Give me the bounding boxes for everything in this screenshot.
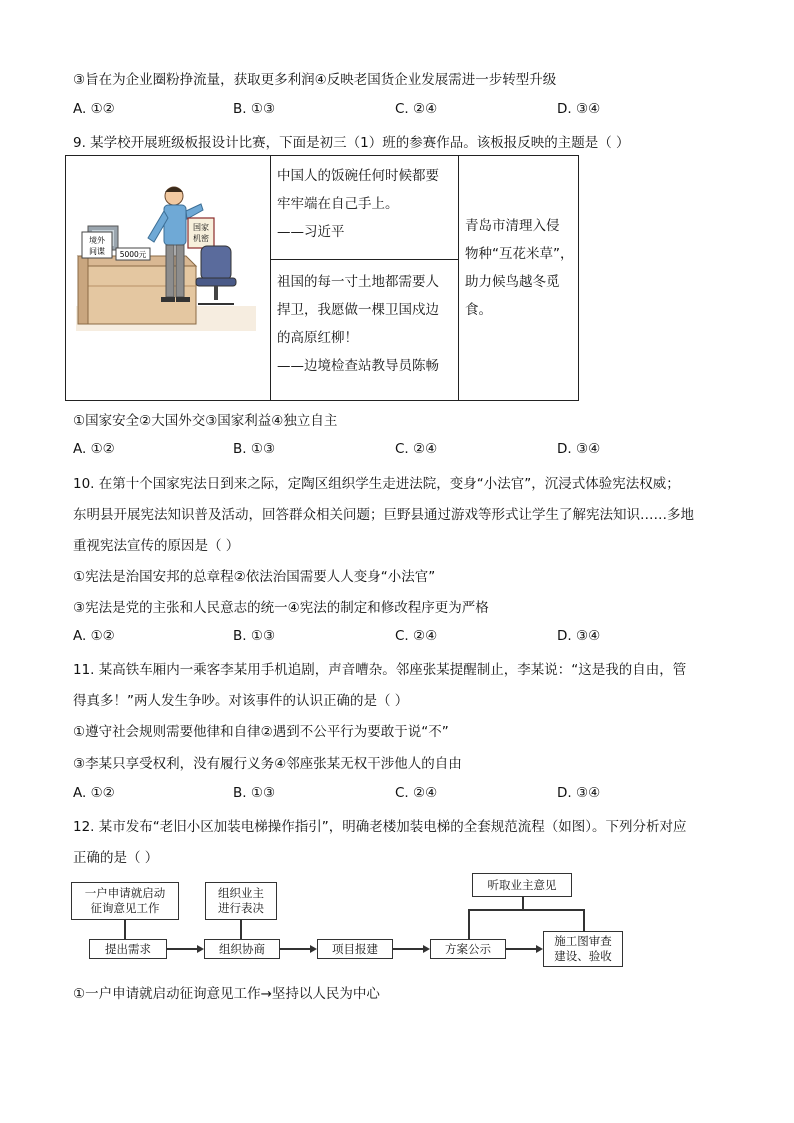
connector-line [240,920,242,939]
flow-step-3 [317,939,393,959]
quote-bottom-line: 祖国的每一寸土地都需要人 [277,274,439,290]
q10-option-a[interactable]: A. ①② [73,628,115,644]
q9-options [73,441,713,461]
arrow-line [167,948,197,950]
quote-bottom-line: 的高原红柳！ [277,330,358,346]
q9-option-b[interactable]: B. ①③ [233,441,276,457]
q9-choices: ①国家安全②大国外交③国家利益④独立自主 [73,413,338,429]
flow-step-2-text: 组织协商 [219,941,265,956]
arrow-head-icon [423,945,430,953]
quote-top-line: 牢牢端在自己手上。 [277,196,399,212]
news-line: 物种“互花米草”， [465,246,574,262]
q9-option-c[interactable]: C. ②④ [395,441,438,457]
q11-stem-line1: 11. 某高铁车厢内一乘客李某用手机追剧，声音嘈杂。邻座张某提醒制止，李某说：“这是我的自由，管 [73,662,687,678]
spy-label-line2: 间谍 [89,247,105,256]
secret-label-line2: 机密 [193,234,209,243]
news-line: 青岛市清理入侵 [465,218,560,234]
news-line: 助力候鸟越冬觅 [465,274,560,290]
quote-bottom-author: ——边境检查站教导员陈畅 [277,358,439,374]
arrow-head-icon [197,945,204,953]
q11-option-a[interactable]: A. ①② [73,785,115,801]
arrow-line [280,948,310,950]
connector-line [522,897,524,909]
q8-option-b[interactable]: B. ①③ [233,101,276,117]
arrow-head-icon [310,945,317,953]
q11-choice-line2: ③李某只享受权利，没有履行义务④邻座张某无权干涉他人的自由 [73,756,462,772]
secret-label-line1: 国家 [193,223,209,232]
flow-step-4-text: 方案公示 [445,941,491,956]
flow-step-5-line2: 建设、验收 [554,949,612,963]
flow-box-vote [205,882,277,920]
q9-board-table [65,155,579,401]
q10-option-d[interactable]: D. ③④ [557,628,601,644]
q10-stem-line1: 10. 在第十个国家宪法日到来之际，定陶区组织学生走进法院，变身“小法官”，沉浸式体验宪法权威； [73,476,680,492]
connector-line [124,920,126,939]
flow-step-3-text: 项目报建 [332,941,378,956]
q11-option-d[interactable]: D. ③④ [557,785,601,801]
flow-box-listen [472,873,572,897]
q9-option-a[interactable]: A. ①② [73,441,115,457]
q11-options [73,785,713,805]
flow-box-apply-line2: 征询意见工作 [90,901,160,915]
flow-step-5 [543,931,623,967]
q9-quotes-cell [271,156,459,400]
q10-options [73,628,713,648]
flow-step-1 [89,939,167,959]
q8-option-c[interactable]: C. ②④ [395,101,438,117]
q9-quote-top [271,156,458,260]
flow-box-vote-line2: 进行表决 [218,901,264,915]
q8-stem-continuation: ③旨在为企业圈粉挣流量，获取更多利润④反映老国货企业发展需进一步转型升级 [73,72,557,88]
arrow-head-icon [536,945,543,953]
arrow-line [506,948,536,950]
arrow-line [393,948,423,950]
q12-stem-line1: 12. 某市发布“老旧小区加装电梯操作指引”，明确老楼加装电梯的全套规范流程（如图）。下列分析对应 [73,819,687,835]
news-line: 食。 [465,302,492,318]
quote-bottom-line: 捍卫，我愿做一棵卫国戍边 [277,302,439,318]
flow-box-apply-line1: 一户申请就启动 [84,886,166,900]
flow-box-apply [71,882,179,920]
q10-choice-line1: ①宪法是治国安邦的总章程②依法治国需要人人变身“小法官” [73,569,436,585]
q10-option-b[interactable]: B. ①③ [233,628,276,644]
q8-option-d[interactable]: D. ③④ [557,101,601,117]
flow-box-vote-line1: 组织业主 [218,886,264,900]
connector-line [583,909,585,931]
flow-step-2 [204,939,280,959]
quote-top-author: ——习近平 [277,224,345,240]
q9-news-cell [459,156,580,400]
q11-option-c[interactable]: C. ②④ [395,785,438,801]
q9-illustration-cell [66,156,271,400]
q8-options [73,101,713,121]
q10-stem-line2: 东明县开展宪法知识普及活动，回答群众相关问题；巨野县通过游戏等形式让学生了解宪法知识……多地 [73,507,694,523]
q12-choice-line1: ①一户申请就启动征询意见工作→坚持以人民为中心 [73,986,380,1002]
spy-label-line1: 境外 [89,236,105,245]
flow-step-5-line1: 施工图审查 [554,934,612,948]
spy-illustration [66,156,266,400]
flow-step-4 [430,939,506,959]
quote-top-line: 中国人的饭碗任何时候都要 [277,168,439,184]
q10-choice-line2: ③宪法是党的主张和人民意志的统一④宪法的制定和修改程序更为严格 [73,600,489,616]
q9-stem: 9. 某学校开展班级板报设计比赛，下面是初三（1）班的参赛作品。该板报反映的主题是（ ） [73,135,630,151]
q9-option-d[interactable]: D. ③④ [557,441,601,457]
q8-option-a[interactable]: A. ①② [73,101,115,117]
money-label: 5000元 [119,250,147,259]
q11-stem-line2: 得真多！”两人发生争吵。对该事件的认识正确的是（ ） [73,693,409,709]
connector-line [468,909,583,911]
q12-stem-line2: 正确的是（ ） [73,850,159,866]
q11-option-b[interactable]: B. ①③ [233,785,276,801]
q10-stem-line3: 重视宪法宣传的原因是（ ） [73,538,240,554]
flow-step-1-text: 提出需求 [105,941,151,956]
q10-option-c[interactable]: C. ②④ [395,628,438,644]
flow-box-listen-text: 听取业主意见 [487,877,557,892]
q11-choice-line1: ①遵守社会规则需要他律和自律②遇到不公平行为要敢于说“不” [73,724,449,740]
connector-line [468,909,470,939]
q9-quote-bottom [271,260,458,402]
